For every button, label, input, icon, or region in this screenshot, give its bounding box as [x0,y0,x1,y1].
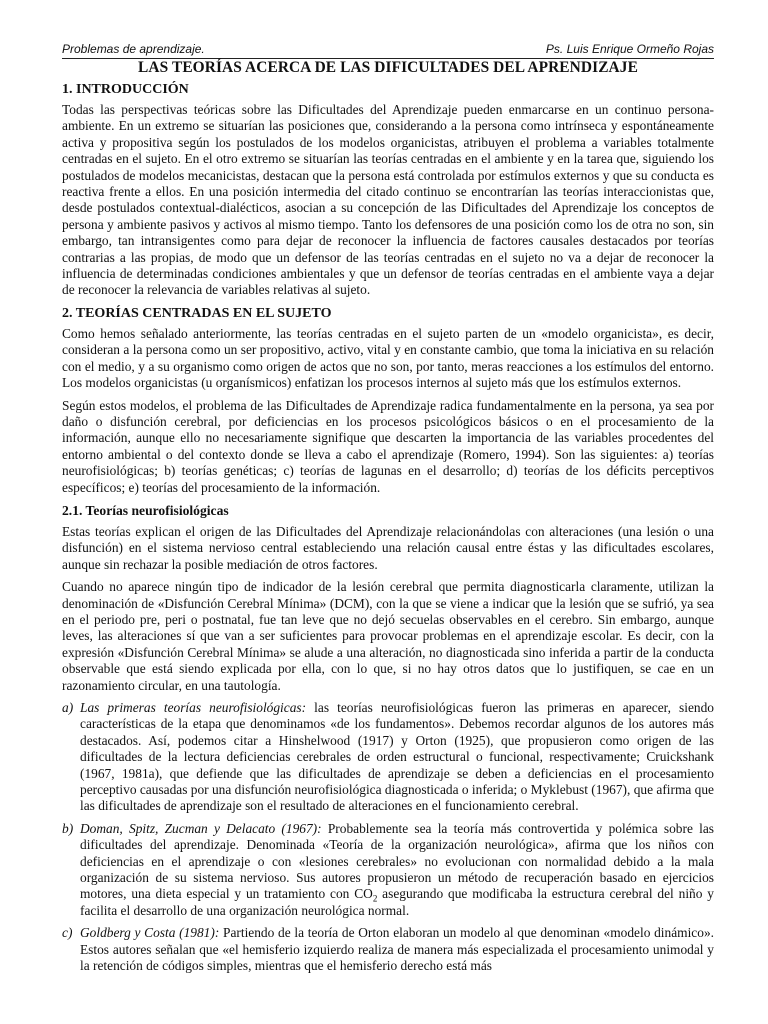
paragraph-disfuncion-cerebral-minima: Cuando no aparece ningún tipo de indicador de la lesión cerebral que permita diagnosticarla claramente, utilizan la denominación de «Disfunción Cerebral Mínima» (DCM), con la que se viene a indicar que la lesión que se sufrió, ya sea en el periodo pre, peri o postnatal, fue tan leve que no dejó secuelas observables en el cerebro. Sin embargo, aunque leves, las alteraciones sí que van a ser suficientes para provocar problemas en el aprendizaje escolar. Es decir, con la expresión «Disfunción Cerebral Mínima» se alude a una alteración, no diagnosticada sino inferida a partir de la conducta observable que está siendo explicada por ella, con lo que, si no hay otros datos que lo justifiquen, se cae en un razonamiento circular, en una tautología. [62,579,714,693]
section-heading-teorias-sujeto: 2. TEORÍAS CENTRADAS EN EL SUJETO [62,305,332,321]
list-item-primeras-teorias [62,700,714,815]
header-course-title: Problemas de aprendizaje. [62,42,205,56]
list-item-text: las teorías neurofisiológicas fueron las primeras en aparecer, siendo características de la etapa que denominamos «de los fundamentos». Debemos recordar algunos de los autores más destacados. Así, podemos citar a Hinshelwood (1917) y Orton (1925), que propusieron como origen de las dificultades de la lectura deficiencias cerebrales de orden estructural o funcional, respectivamente; Cruickshank (1967, 1981a), que defiende que las dificultades de aprendizaje se deben a deficiencias en el procesamiento perceptivo causadas por una disfunción neurofisiológica diagnosticada o inferida; o Myklebust (1967), que afirma que las dificultades de aprendizaje son el resultado de alteraciones en el funcionamiento cerebral. [80,700,715,814]
paragraph-modelo-organicista: Como hemos señalado anteriormente, las teorías centradas en el sujeto parten de un «modelo organicista», es decir, consideran a la persona como un ser propositivo, activo, vital y en constante cambio, que toma la iniciativa en su relación con el medio, y a su organismo como origen de actos que no son, por tanto, meras reacciones a los estímulos del entorno. Los modelos organicistas (u organísmicos) enfatizan los procesos internos al sujeto más que los estímulos externos. [62,325,714,391]
paragraph-dificultades-persona: Según estos modelos, el problema de las Dificultades de Aprendizaje radica fundamentalmente en la persona, ya sea por daño o disfunción cerebral, por deficiencias en los procesos psicológicos básicos o en el procesamiento de la información, aunque ello no necesariamente signifique que descarten la importancia de las variables procedentes del entorno ambiental o del contexto donde se lleva a cabo el aprendizaje (Romero, 1994). Son las siguientes: a) teorías neurofisiológicas; b) teorías genéticas; c) teorías de lagunas en el desarrollo; d) teorías de los déficits perceptivos específicos; e) teorías del procesamiento de la información. [62,397,714,495]
document-title: LAS TEORÍAS ACERCA DE LAS DIFICULTADES DEL APRENDIZAJE [138,59,638,76]
document-body [62,56,714,981]
section-heading-introduccion: 1. INTRODUCCIÓN [62,82,189,97]
list-marker: a) [62,700,74,715]
list-marker: c) [62,925,73,941]
list-item-lead: Las primeras teorías neurofisiológicas: [80,700,307,715]
paragraph-introduccion: Todas las perspectivas teóricas sobre las Dificultades del Aprendizaje pueden enmarcarse en un continuo persona-ambiente. En un extremo se situarían las posiciones que, considerando a la persona como intrínseca y espontáneamente activa y propositiva según los postulados de los modelos organicistas, atribuyen el problema a variables totalmente centradas en el sujeto. En el otro extremo se situarían las teorías centradas en el ambiente y en la tarea que, siguiendo los postulados de modelos mecanicistas, destacan que la persona está controlada por estímulos externos y que su conducta es reactiva frente a ellos. En una posición intermedia del citado continuo se encontrarían las teorías interaccionistas que, desde postulados contextual-dialécticos, asocian a su concepción de las Dificultades del Aprendizaje los conceptos de persona y ambiente pasivos y activos al mismo tiempo. Tanto los defensores de una posición como los de otra no son, sin embargo, tan intransigentes como para dejar de reconocer la influencia de factores causales destacados por teorías contrarias a las propias, de modo que un defensor de las teorías centradas en el sujeto no va a dejar de reconocer la influencia de determinadas condiciones ambientales y que un defensor de teorías centradas en el ambiente vaya a dejar de reconocer la relevancia de variables relativas al sujeto. [62,102,714,298]
list-item-text: Probablemente sea la teoría más controvertida y polémica sobre las dificultades del aprendizaje. Denominada «Teoría de la organización neurológica», afirma que los niños con deficiencias en el aprendizaje o con «lesiones cerebrales» no evolucionan con normalidad debido a la mala organización de su sistema nervioso. Sus autores propusieron un método de recuperación basado en ejercicios motores, una dieta especial y un tratamiento con CO [80,820,714,902]
subscript-two: 2 [372,894,378,905]
paragraph-neurofisiologicas-origen: Estas teorías explican el origen de las Dificultades del Aprendizaje relacionándolas con alteraciones (una lesión o una disfunción) en el sistema nervioso central estableciendo una relación causal entre éstas y las dificultades escolares, aunque sin rechazar la posible mediación de otros factores. [62,523,714,572]
list-item-lead: Doman, Spitz, Zucman y Delacato (1967): [80,820,322,836]
list-item-text: Partiendo de la teoría de Orton elaboran un modelo al que denominan «modelo dinámico». Estos autores señalan que «el hemisferio izquierdo realiza de manera más especializada el procesamiento unimodal y la retención de códigos simples, mientras que el hemisferio derecho está más [80,925,714,974]
list-marker: b) [62,820,74,836]
list-item-goldberg-costa [62,925,714,974]
list-item-lead: Goldberg y Costa (1981): [80,925,220,941]
list-item-text-continued: asegurando que modificaba la estructura cerebral del niño y facilita el desarrollo de una organización neurológica normal. [80,886,714,918]
list-item-doman-delacato [62,821,714,919]
header-author: Ps. Luis Enrique Ormeño Rojas [545,42,714,56]
subsection-heading-neurofisiologicas: 2.1. Teorías neurofisiológicas [62,502,229,518]
